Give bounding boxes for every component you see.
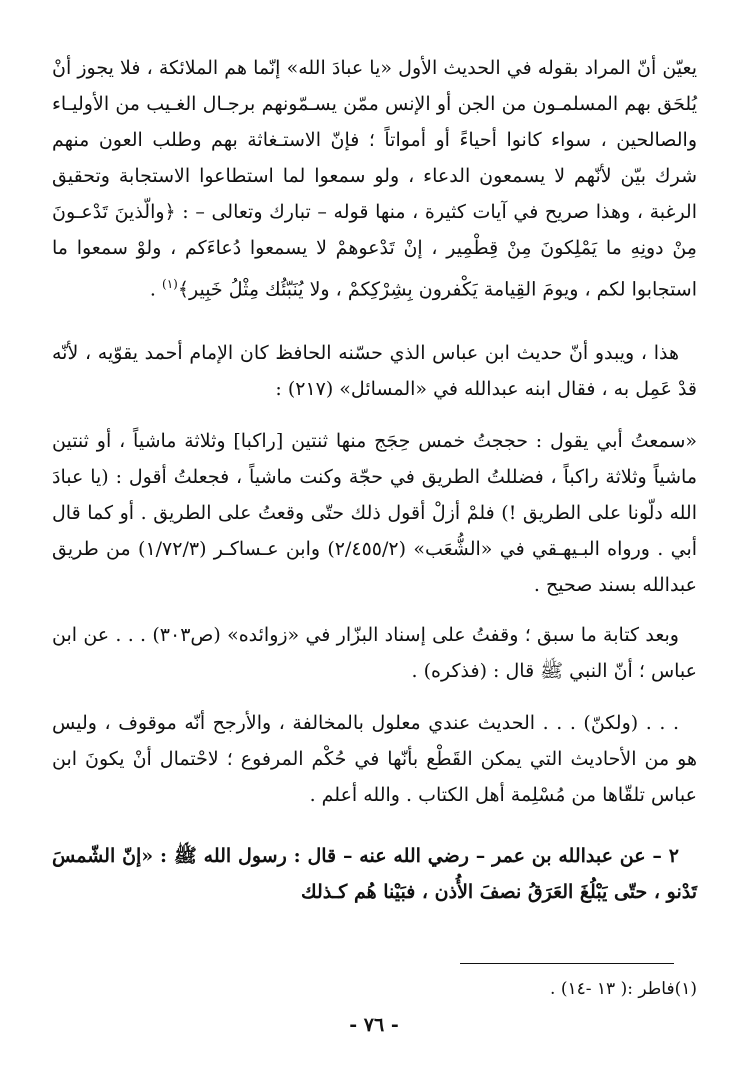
footnote-reference: (١) <box>162 277 178 291</box>
page-number: - ٧٦ - <box>349 1014 399 1036</box>
paragraph-1-end: . <box>149 278 163 301</box>
footnote-separator <box>460 963 674 964</box>
paragraph-5 <box>52 705 697 813</box>
paragraph-5-text: . . . (ولكنّ) . . . الحديث عندي معلول بالمخالفة ، والأرجح أنّه موقوف ، وليس هو من الأحاديث التي يمكن القَطْع بأنّها في حُكْم المرفوع ؛ لاحْتمال أنْ يكونَ ابن عباس تلقّاها من مُسْلِمة أهل الكتاب . والله أعلم . <box>52 712 697 806</box>
paragraph-3-text: «سمعتُ أبي يقول : حججتُ خمس حِجَج منها ثنتين [راكبا] وثلاثة ماشياً ، أو ثنتين ماشياً وثلاثة راكباً ، فضللتُ الطريق في حجّة وكنت ماشياً ، فجعلتُ أقول : (يا عبادَ الله دلّونا على الطريق !) فلمْ أزلْ أقول ذلك حتّى وقعتُ على الطريق . أو كما قال أبي . ورواه البـيهـقي في «الشُّعَب» (٢/٤٥٥/٢) وابن عـساكـر (١/٧٢/٣) من طريق عبدالله بسند صحيح . <box>52 430 698 596</box>
paragraph-6-text: ٢ – عن عبدالله بن عمر – رضي الله عنه – قال : رسول الله ﷺ : «إنّ الشّمسَ تَدْنو ، حتّى يَبْلُغَ العَرَقُ نصفَ الأُذن ، فبَيْنا هُم كـذلك <box>52 845 697 903</box>
paragraph-2-text: هذا ، ويبدو أنّ حديث ابن عباس الذي حسّنه الحافظ كان الإمام أحمد يقوّيه ، لأنّه قدْ عَمِل به ، فقال ابنه عبدالله في «المسائل» (٢١٧) : <box>52 342 697 400</box>
paragraph-4 <box>52 617 697 689</box>
paragraph-2 <box>52 335 697 407</box>
footnote: (١)فاطر :( ١٣ -١٤) . <box>550 979 697 999</box>
paragraph-4-text: وبعد كتابة ما سبق ؛ وقفتُ على إسناد البزّار في «زوائده» (ص٣٠٣) . . . عن ابن عباس ؛ أنّ النبي ﷺ قال : (فذكره) . <box>52 624 697 682</box>
paragraph-3 <box>52 423 697 603</box>
paragraph-1 <box>52 50 697 307</box>
paragraph-6-hadith <box>52 838 697 910</box>
paragraph-1-text: يعيّن أنّ المراد بقوله في الحديث الأول «يا عبادَ الله» إنّما هم الملائكة ، فلا يجوز أنْ يُلحَق بهم المسلمـون من الجن أو الإنس ممّن يسـمّونهم برجـال الغـيب من الأوليـاء والصالحين ، سواء كانوا أحياءً أو أمواتاً ؛ فإنّ الاستـغاثة بهم وطلب العون منهم شرك بيّن لأنّهم لا يسمعون الدعاء ، ولو سمعوا لما استطاعوا الاستجابة وتحقيق الرغبة ، وهذا صريح في آيات كثيرة ، منها قوله – تبارك وتعالى – : ﴿والّذينَ تَدْعـونَ مِنْ دونِهِ ما يَمْلِكونَ مِنْ قِطْمِير ، إنْ تَدْعوهمْ لا يسمعوا دُعاءَكم ، ولوْ سمعوا ما استجابوا لكم ، ويومَ القِيامة يَكْفرون بِشِرْكِكمْ ، ولا يُنَبّئُك مِثْلُ خَبِير﴾ <box>52 57 697 301</box>
